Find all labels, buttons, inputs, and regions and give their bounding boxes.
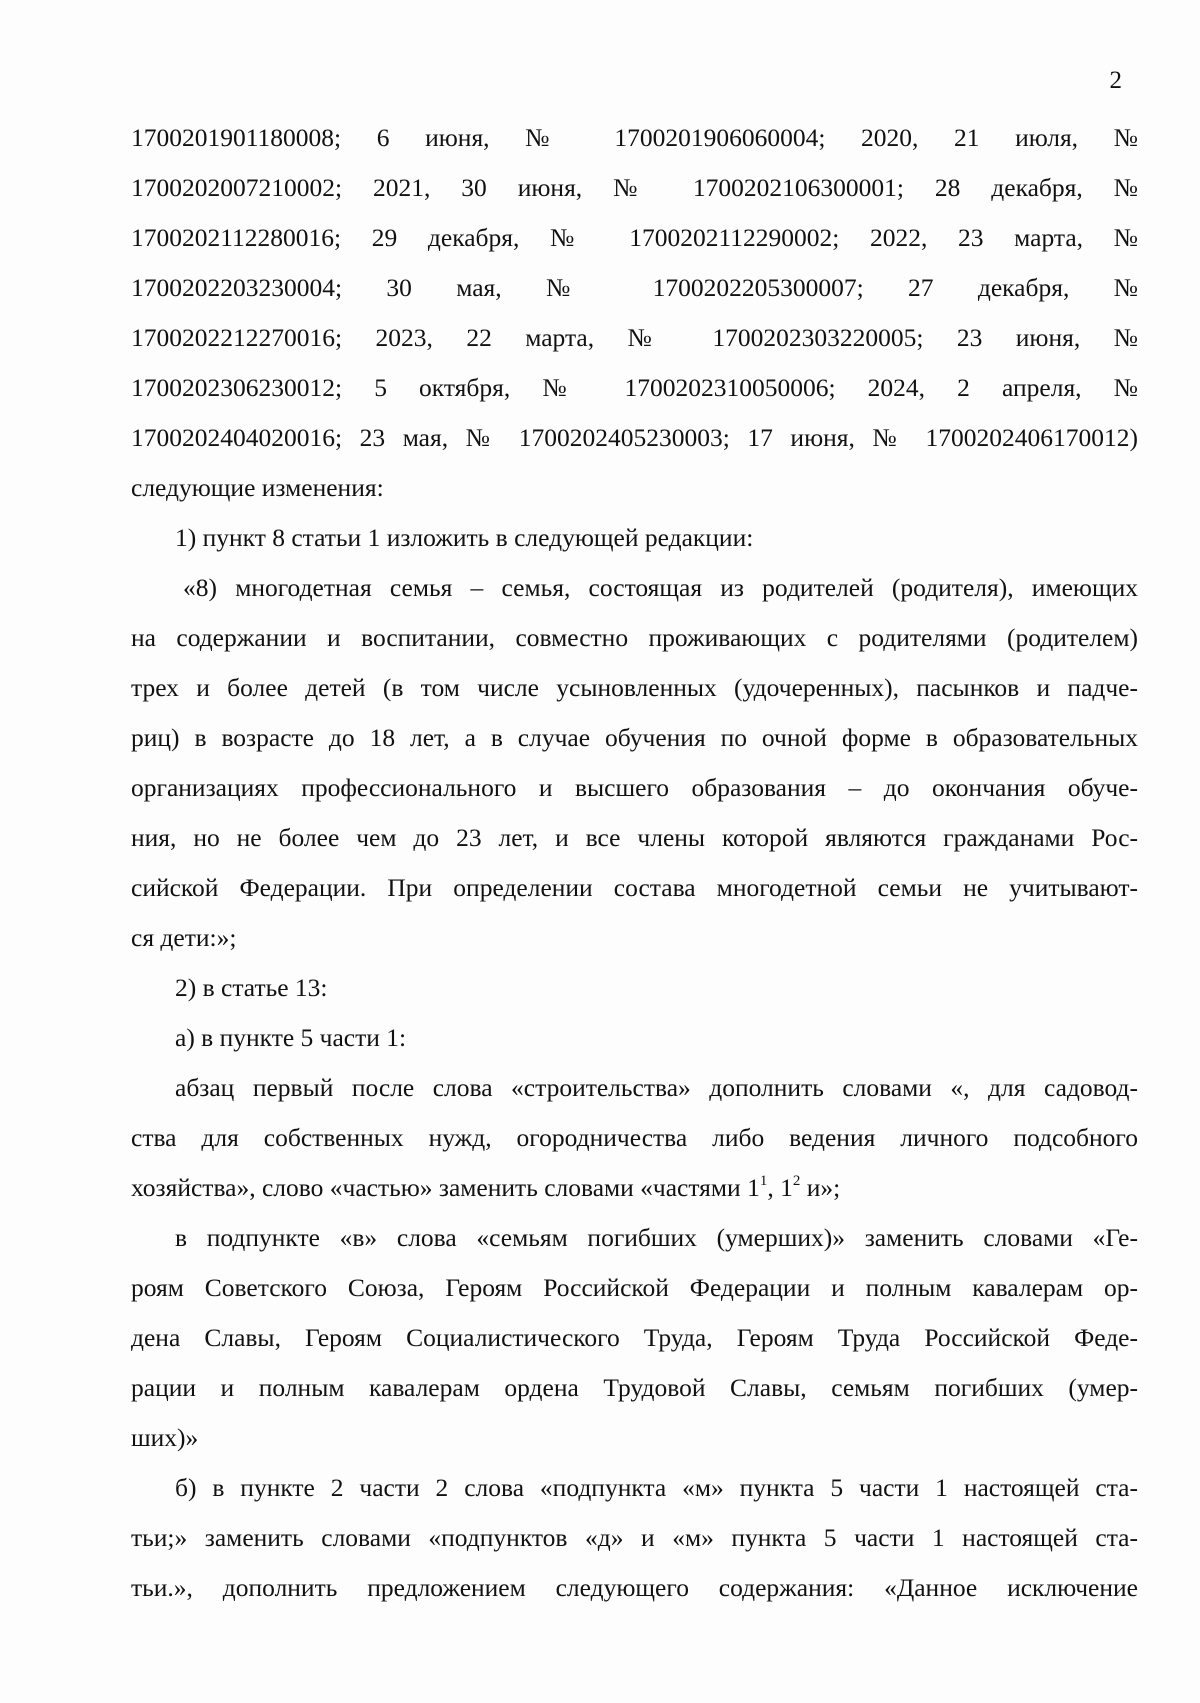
quote-line: «8) многодетная семья – семья, состоящая из родителей (родителя), имеющих	[183, 573, 1138, 602]
text-line: тьи;» заменить словами «подпунктов «д» и «м» пункта 5 части 1 настоящей ста-	[131, 1523, 1138, 1552]
text-line: ства для собственных нужд, огородничества либо ведения личного подсобного	[131, 1123, 1138, 1152]
text-line: абзац первый после слова «строительства» дополнить словами «, для садовод-	[175, 1073, 1138, 1102]
sub-item-b: б) в пункте 2 части 2 слова «подпункта «м» пункта 5 части 1 настоящей ста-	[175, 1473, 1138, 1502]
text-span: , 1	[767, 1173, 793, 1202]
list-item-2: 2) в статье 13:	[175, 973, 328, 1002]
text-line: в подпункте «в» слова «семьям погибших (умерших)» заменить словами «Ге-	[175, 1223, 1138, 1252]
text-line: 1700202007210002; 2021, 30 июня, № 1700202106300001; 28 декабря, №	[131, 173, 1138, 202]
superscript: 1	[759, 1173, 768, 1189]
list-item-1: 1) пункт 8 статьи 1 изложить в следующей редакции:	[175, 523, 754, 552]
text-line: дена Славы, Героям Социалистического Труда, Героям Труда Российской Феде-	[131, 1323, 1138, 1352]
page-number: 2	[1109, 67, 1122, 94]
superscript: 2	[792, 1173, 801, 1189]
text-span: хозяйства», слово «частью» заменить словами «частями 1	[131, 1173, 760, 1202]
text-line: ших)»	[131, 1423, 199, 1452]
text-line: организациях профессионального и высшего образования – до окончания обуче-	[131, 773, 1138, 802]
text-line: рации и полным кавалерам ордена Трудовой Славы, семьям погибших (умер-	[131, 1373, 1138, 1402]
text-line: риц) в возрасте до 18 лет, а в случае обучения по очной форме в образовательных	[131, 723, 1138, 752]
text-line: роям Советского Союза, Героям Российской Федерации и полным кавалерам ор-	[131, 1273, 1138, 1302]
text-line: сийской Федерации. При определении состава многодетной семьи не учитывают-	[131, 873, 1138, 902]
text-line: ния, но не более чем до 23 лет, и все члены которой являются гражданами Рос-	[131, 823, 1138, 852]
text-line: на содержании и воспитании, совместно проживающих с родителями (родителем)	[131, 623, 1138, 652]
text-line: 1700201901180008; 6 июня, № 1700201906060004; 2020, 21 июля, №	[131, 123, 1138, 152]
text-line: трех и более детей (в том числе усыновленных (удочеренных), пасынков и падче-	[131, 673, 1138, 702]
text-span: и»;	[800, 1173, 841, 1202]
sub-item-a: а) в пункте 5 части 1:	[175, 1023, 407, 1052]
text-line: тьи.», дополнить предложением следующего содержания: «Данное исключение	[131, 1573, 1138, 1602]
text-line-with-superscripts	[131, 1163, 1138, 1213]
text-line: следующие изменения:	[131, 473, 384, 502]
document-body	[131, 113, 1138, 1613]
text-line: 1700202306230012; 5 октября, № 1700202310050006; 2024, 2 апреля, №	[131, 373, 1138, 402]
text-line: 1700202203230004; 30 мая, № 1700202205300007; 27 декабря, №	[131, 273, 1138, 302]
text-line: ся дети:»;	[131, 923, 237, 952]
text-line: 1700202404020016; 23 мая, № 1700202405230003; 17 июня, № 1700202406170012)	[131, 423, 1138, 452]
text-line: 1700202112280016; 29 декабря, № 1700202112290002; 2022, 23 марта, №	[131, 223, 1138, 252]
text-line: 1700202212270016; 2023, 22 марта, № 1700202303220005; 23 июня, №	[131, 323, 1138, 352]
